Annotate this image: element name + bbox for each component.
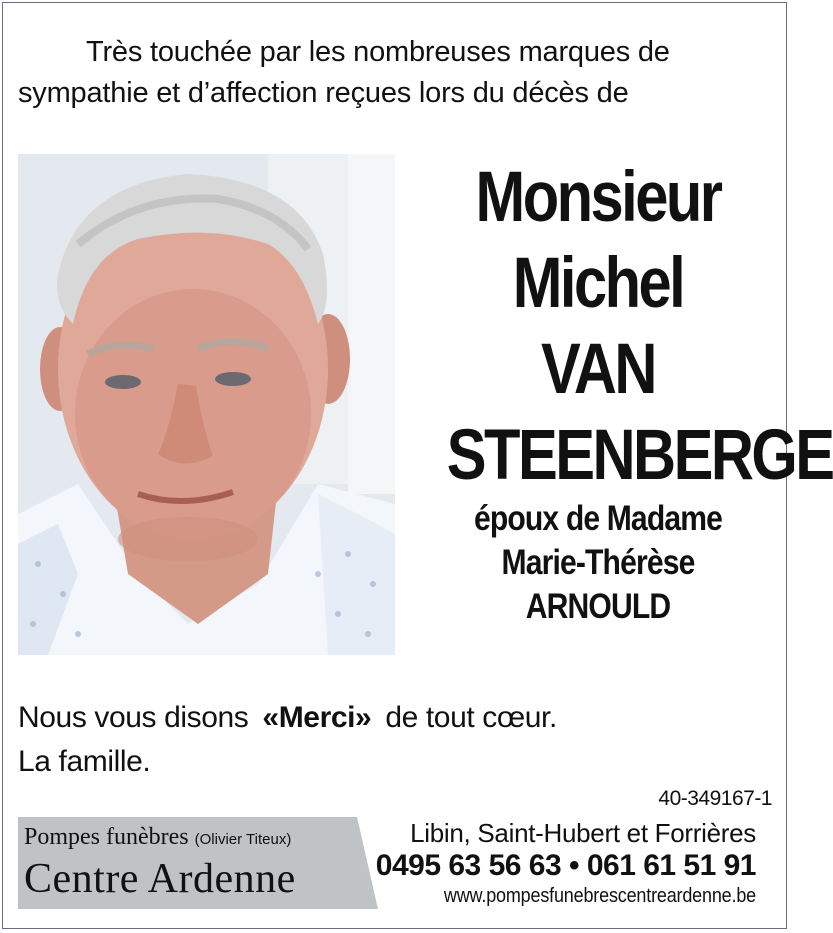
thanks-merci: «Merci» [262, 701, 372, 734]
name-title: Monsieur [475, 158, 721, 237]
spouse-line-2: Marie-Thérèse [501, 543, 695, 582]
funeral-home-banner [18, 817, 774, 909]
portrait-illustration [18, 154, 395, 655]
name-last-1: VAN [541, 330, 655, 409]
spouse-line-3: ARNOULD [525, 587, 671, 626]
funeral-home-phone: 0495 63 56 63 • 061 61 51 91 [375, 849, 756, 882]
spouse-info [418, 497, 778, 629]
thanks-after: de tout cœur. [385, 701, 557, 734]
funeral-home-name: Centre Ardenne [24, 856, 296, 902]
spouse-line-1: époux de Madame [473, 499, 723, 538]
deceased-name [418, 155, 833, 499]
funeral-home-label-row [24, 824, 291, 851]
name-first: Michel [512, 244, 684, 323]
intro-text [18, 32, 778, 114]
name-last-2: STEENBERGE [446, 416, 833, 495]
intro-line-2: sympathie et d’affection reçues lors du décès de [18, 77, 629, 109]
funeral-home-website: www.pompesfunebrescentreardenne.be [443, 885, 756, 907]
thanks-before: Nous vous disons [18, 701, 249, 734]
thanks-line [18, 698, 557, 738]
funeral-home-owner: (Olivier Titeux) [194, 831, 292, 848]
funeral-home-towns: Libin, Saint-Hubert et Forrières [410, 818, 756, 848]
funeral-home-label: Pompes funèbres [24, 824, 189, 850]
portrait-photo [18, 154, 395, 655]
signature: La famille. [18, 745, 151, 778]
intro-line-1: Très touchée par les nombreuses marques de [86, 36, 670, 68]
reference-number: 40-349167-1 [658, 787, 772, 810]
funeral-home-contact [356, 817, 756, 909]
